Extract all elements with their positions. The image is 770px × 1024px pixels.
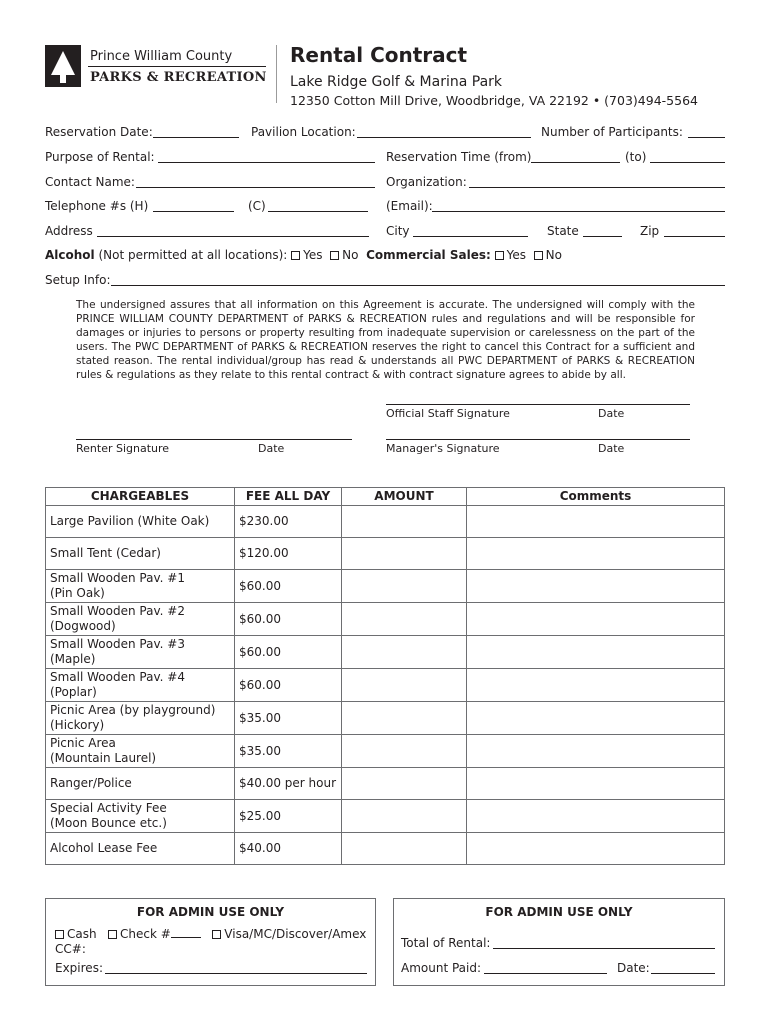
table-row <box>46 702 725 735</box>
paid-date-label: Date: <box>617 961 650 975</box>
chargeables-table <box>45 487 725 865</box>
alcohol-yes-label: Yes <box>303 248 323 262</box>
fee-cell: $60.00 <box>235 570 342 603</box>
pavilion-location-field[interactable] <box>357 126 531 138</box>
paid-date-field[interactable] <box>651 962 715 974</box>
renter-signature-label: Renter Signature <box>76 442 170 455</box>
time-to-label: (to) <box>625 150 647 164</box>
department-name: PARKS & RECREATION <box>90 70 267 85</box>
state-field[interactable] <box>583 225 622 237</box>
comments-cell[interactable] <box>467 506 725 538</box>
chargeable-item: Small Wooden Pav. #4 (Poplar) <box>46 669 235 702</box>
comments-cell[interactable] <box>467 768 725 800</box>
park-name: Lake Ridge Golf & Marina Park <box>290 74 503 90</box>
page-title: Rental Contract <box>290 43 468 67</box>
amount-cell[interactable] <box>342 538 467 570</box>
comments-cell[interactable] <box>467 669 725 702</box>
park-address: 12350 Cotton Mill Drive, Woodbridge, VA 22192 • (703)494-5564 <box>290 93 698 108</box>
chargeable-item: Picnic Area (by playground) (Hickory) <box>46 702 235 735</box>
contact-label: Contact Name: <box>45 175 135 189</box>
email-field[interactable] <box>432 200 725 212</box>
city-label: City <box>386 224 410 238</box>
organization-label: Organization: <box>386 175 467 189</box>
setup-field[interactable] <box>111 274 725 286</box>
comments-cell[interactable] <box>467 735 725 768</box>
setup-label: Setup Info: <box>45 273 111 287</box>
card-label: Visa/MC/Discover/Amex <box>224 927 367 941</box>
header-fee: FEE ALL DAY <box>235 488 342 506</box>
amount-cell[interactable] <box>342 735 467 768</box>
amount-cell[interactable] <box>342 570 467 603</box>
comments-cell[interactable] <box>467 702 725 735</box>
state-label: State <box>547 224 579 238</box>
chargeable-item: Special Activity Fee (Moon Bounce etc.) <box>46 800 235 833</box>
fee-cell: $40.00 per hour <box>235 768 342 800</box>
reservation-date-field[interactable] <box>153 126 239 138</box>
fee-cell: $40.00 <box>235 833 342 865</box>
alcohol-note: (Not permitted at all locations): <box>98 248 288 262</box>
pavilion-location-label: Pavilion Location: <box>251 125 356 139</box>
staff-date-label: Date <box>598 407 625 420</box>
contact-field[interactable] <box>136 176 375 188</box>
purpose-label: Purpose of Rental: <box>45 150 155 164</box>
header-comments: Comments <box>467 488 725 506</box>
table-row <box>46 669 725 702</box>
admin-right-title: FOR ADMIN USE ONLY <box>485 905 633 919</box>
reservation-date-label: Reservation Date: <box>45 125 153 139</box>
alcohol-no-label: No <box>342 248 359 262</box>
manager-date-label: Date <box>598 442 625 455</box>
table-header-row <box>46 488 725 506</box>
city-field[interactable] <box>413 225 528 237</box>
manager-signature-label: Manager's Signature <box>386 442 500 455</box>
tree-icon <box>45 45 81 87</box>
header-divider <box>276 45 277 103</box>
amount-cell[interactable] <box>342 768 467 800</box>
comments-cell[interactable] <box>467 800 725 833</box>
zip-field[interactable] <box>664 225 725 237</box>
purpose-field[interactable] <box>158 151 375 163</box>
chargeable-item: Picnic Area (Mountain Laurel) <box>46 735 235 768</box>
email-label: (Email): <box>386 199 433 213</box>
organization-field[interactable] <box>469 176 725 188</box>
table-row <box>46 603 725 636</box>
expires-label: Expires: <box>55 961 103 975</box>
fee-cell: $35.00 <box>235 702 342 735</box>
payment-methods-row <box>55 927 366 942</box>
fee-cell: $60.00 <box>235 636 342 669</box>
county-logo <box>45 45 81 87</box>
cell-label: (C) <box>248 199 266 213</box>
comments-cell[interactable] <box>467 570 725 603</box>
total-rental-label: Total of Rental: <box>401 936 491 950</box>
amount-cell[interactable] <box>342 833 467 865</box>
address-field[interactable] <box>97 225 369 237</box>
table-row <box>46 768 725 800</box>
time-from-label: Reservation Time (from) <box>386 150 532 164</box>
header-chargeables: CHARGEABLES <box>46 488 235 506</box>
fee-cell: $60.00 <box>235 669 342 702</box>
commercial-sales-label: Commercial Sales: <box>366 248 491 262</box>
table-row <box>46 506 725 538</box>
logo-divider <box>88 66 266 67</box>
chargeable-item: Large Pavilion (White Oak) <box>46 506 235 538</box>
check-checkbox[interactable] <box>108 930 117 939</box>
comments-cell[interactable] <box>467 833 725 865</box>
table-row <box>46 800 725 833</box>
time-to-field[interactable] <box>650 151 725 163</box>
fee-cell: $35.00 <box>235 735 342 768</box>
amount-cell[interactable] <box>342 636 467 669</box>
total-rental-field[interactable] <box>493 937 715 949</box>
commercial-yes-label: Yes <box>506 248 526 262</box>
comments-cell[interactable] <box>467 636 725 669</box>
staff-signature-label: Official Staff Signature <box>386 407 510 420</box>
cash-checkbox[interactable] <box>55 930 64 939</box>
table-row <box>46 570 725 603</box>
telephone-label: Telephone #s (H) <box>45 199 149 213</box>
staff-signature-line[interactable] <box>386 404 690 405</box>
county-name: Prince William County <box>90 49 233 64</box>
participants-field[interactable] <box>688 126 725 138</box>
commercial-no-label: No <box>545 248 562 262</box>
table-row <box>46 538 725 570</box>
table-row <box>46 735 725 768</box>
fee-cell: $60.00 <box>235 603 342 636</box>
renter-signature-line[interactable] <box>76 439 352 440</box>
chargeable-item: Alcohol Lease Fee <box>46 833 235 865</box>
amount-cell[interactable] <box>342 702 467 735</box>
amount-paid-field[interactable] <box>484 962 607 974</box>
chargeable-item: Small Tent (Cedar) <box>46 538 235 570</box>
table-row <box>46 636 725 669</box>
fee-cell: $230.00 <box>235 506 342 538</box>
amount-cell[interactable] <box>342 506 467 538</box>
chargeable-item: Small Wooden Pav. #2 (Dogwood) <box>46 603 235 636</box>
zip-label: Zip <box>640 224 660 238</box>
comments-cell[interactable] <box>467 538 725 570</box>
participants-label: Number of Participants: <box>541 125 683 139</box>
expires-field[interactable] <box>105 962 367 974</box>
cell-field[interactable] <box>268 200 368 212</box>
agreement-text: The undersigned assures that all information on this Agreement is accurate. The undersigned will comply with the PRINCE WILLIAM COUNTY DEPARTMENT of PARKS & RECREATION rules and regulations and will be responsible for damages or injuries to persons or property resulting from inadequate supervision or carelessness on the part of the users. The PWC DEPARTMENT of PARKS & RECREATION reserves the right to cancel this Contract for a sufficient and stated reason. The rental individual/group has read & understands all PWC DEPARTMENT of PARKS & RECREATION rules & regulations as they relate to this rental contract & with contract signature agrees to abide by all. <box>76 299 695 381</box>
chargeable-item: Small Wooden Pav. #3 (Maple) <box>46 636 235 669</box>
address-label: Address <box>45 224 93 238</box>
check-number-field[interactable] <box>171 927 201 938</box>
amount-cell[interactable] <box>342 800 467 833</box>
commercial-yes-checkbox[interactable] <box>495 251 504 260</box>
alcohol-yes-checkbox[interactable] <box>291 251 300 260</box>
alcohol-label: Alcohol <box>45 248 95 262</box>
check-label: Check # <box>120 927 171 941</box>
card-checkbox[interactable] <box>212 930 221 939</box>
cash-label: Cash <box>67 927 97 941</box>
chargeable-item: Ranger/Police <box>46 768 235 800</box>
chargeable-item: Small Wooden Pav. #1 (Pin Oak) <box>46 570 235 603</box>
amount-cell[interactable] <box>342 669 467 702</box>
alcohol-no-checkbox[interactable] <box>330 251 339 260</box>
table-row <box>46 833 725 865</box>
comments-cell[interactable] <box>467 603 725 636</box>
manager-signature-line[interactable] <box>386 439 690 440</box>
commercial-no-checkbox[interactable] <box>534 251 543 260</box>
header-amount: AMOUNT <box>342 488 467 506</box>
time-from-field[interactable] <box>531 151 620 163</box>
fee-cell: $120.00 <box>235 538 342 570</box>
fee-cell: $25.00 <box>235 800 342 833</box>
admin-left-title: FOR ADMIN USE ONLY <box>136 905 285 919</box>
alcohol-row <box>45 248 562 263</box>
cc-label: CC#: <box>55 942 86 956</box>
telephone-field[interactable] <box>153 200 234 212</box>
amount-cell[interactable] <box>342 603 467 636</box>
amount-paid-label: Amount Paid: <box>401 961 482 975</box>
renter-date-label: Date <box>258 442 285 455</box>
